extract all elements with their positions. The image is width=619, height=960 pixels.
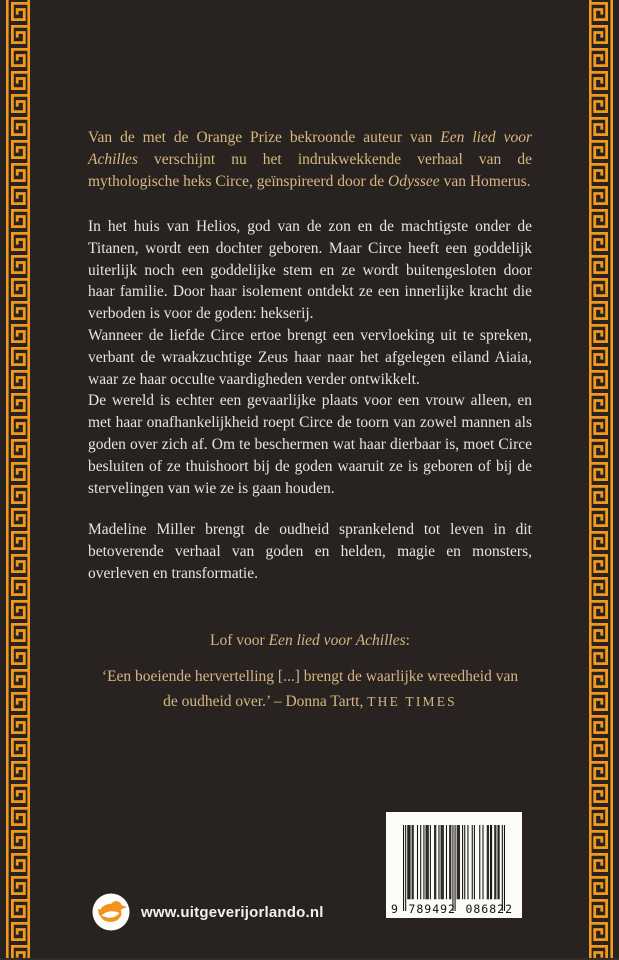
book-title-achilles: Een lied voor Achilles [88, 129, 532, 168]
barcode-group-1: 789492 [408, 902, 456, 916]
book-title-achilles: Een lied voor Achilles [268, 632, 406, 649]
synopsis-paragraph-2: Wanneer de liefde Circe ertoe brengt een vervloeking uit te spreken, verbant de wraakzuchtige Zeus haar naar het afgelegen eiland Aiaia, waar ze haar occulte vaardigheden verder ontwikkelt. [88, 326, 532, 388]
intro-blurb: Van de met de Orange Prize bekroonde auteur van Een lied voor Achilles verschijnt nu het indrukwekkende verhaal van de mythologische heks Circe, geïnspireerd door de Odyssee van Homerus. [88, 129, 532, 190]
greek-key-border-left-icon [6, 0, 30, 960]
praise-heading: Lof voor Een lied voor Achilles: [210, 632, 410, 649]
synopsis-paragraph-4: Madeline Miller brengt de oudheid sprankelend tot leven in dit betoverende verhaal van goden en helden, magie en monsters, overleven en transformatie. [88, 521, 532, 582]
quote-source: THE TIMES [367, 694, 457, 709]
synopsis-paragraph-3: De wereld is echter een gevaarlijke plaats voor een vrouw alleen, en met haar onafhankelijkheid roept Circe de toorn van zowel mannen als goden over zich af. Om te beschermen wat haar dierbaar is, moet Circe besluiten of ze thuishoort bij de goden waaruit ze is geboren of bij de stervelingen van wie ze is gaan houden. [88, 392, 532, 497]
synopsis [88, 216, 532, 585]
publisher-bird-logo-icon [92, 893, 130, 931]
barcode-group-2: 086822 [465, 902, 513, 916]
barcode-number [391, 902, 513, 916]
barcode-digit-system: 9 [391, 902, 399, 916]
barcode [386, 812, 522, 918]
greek-key-border-right-icon [589, 0, 613, 960]
intro-text: Van de met de Orange Prize bekroonde auteur van [88, 129, 441, 146]
press-quote [94, 664, 526, 714]
quote-text: ‘Een boeiende hervertelling [...] brengt de waarlijke wreedheid van de oudheid over.’ – Donna Tartt, [101, 668, 519, 710]
synopsis-paragraph-1: In het huis van Helios, god van de zon en de machtigste onder de Titanen, wordt een dochter geboren. Maar Circe heeft een goddelijk uiterlijk noch een goddelijke stem en ze wordt buitengesloten door haar familie. Door haar isolement ontdekt ze een innerlijke kracht die verboden is voor de goden: hekserij. [88, 218, 532, 323]
praise-section [88, 628, 532, 714]
book-title-odyssee: Odyssee [388, 172, 440, 190]
publisher-website: www.uitgeverijorlando.nl [141, 903, 324, 921]
barcode-bars-icon [403, 825, 505, 911]
publisher-footer [92, 893, 324, 931]
